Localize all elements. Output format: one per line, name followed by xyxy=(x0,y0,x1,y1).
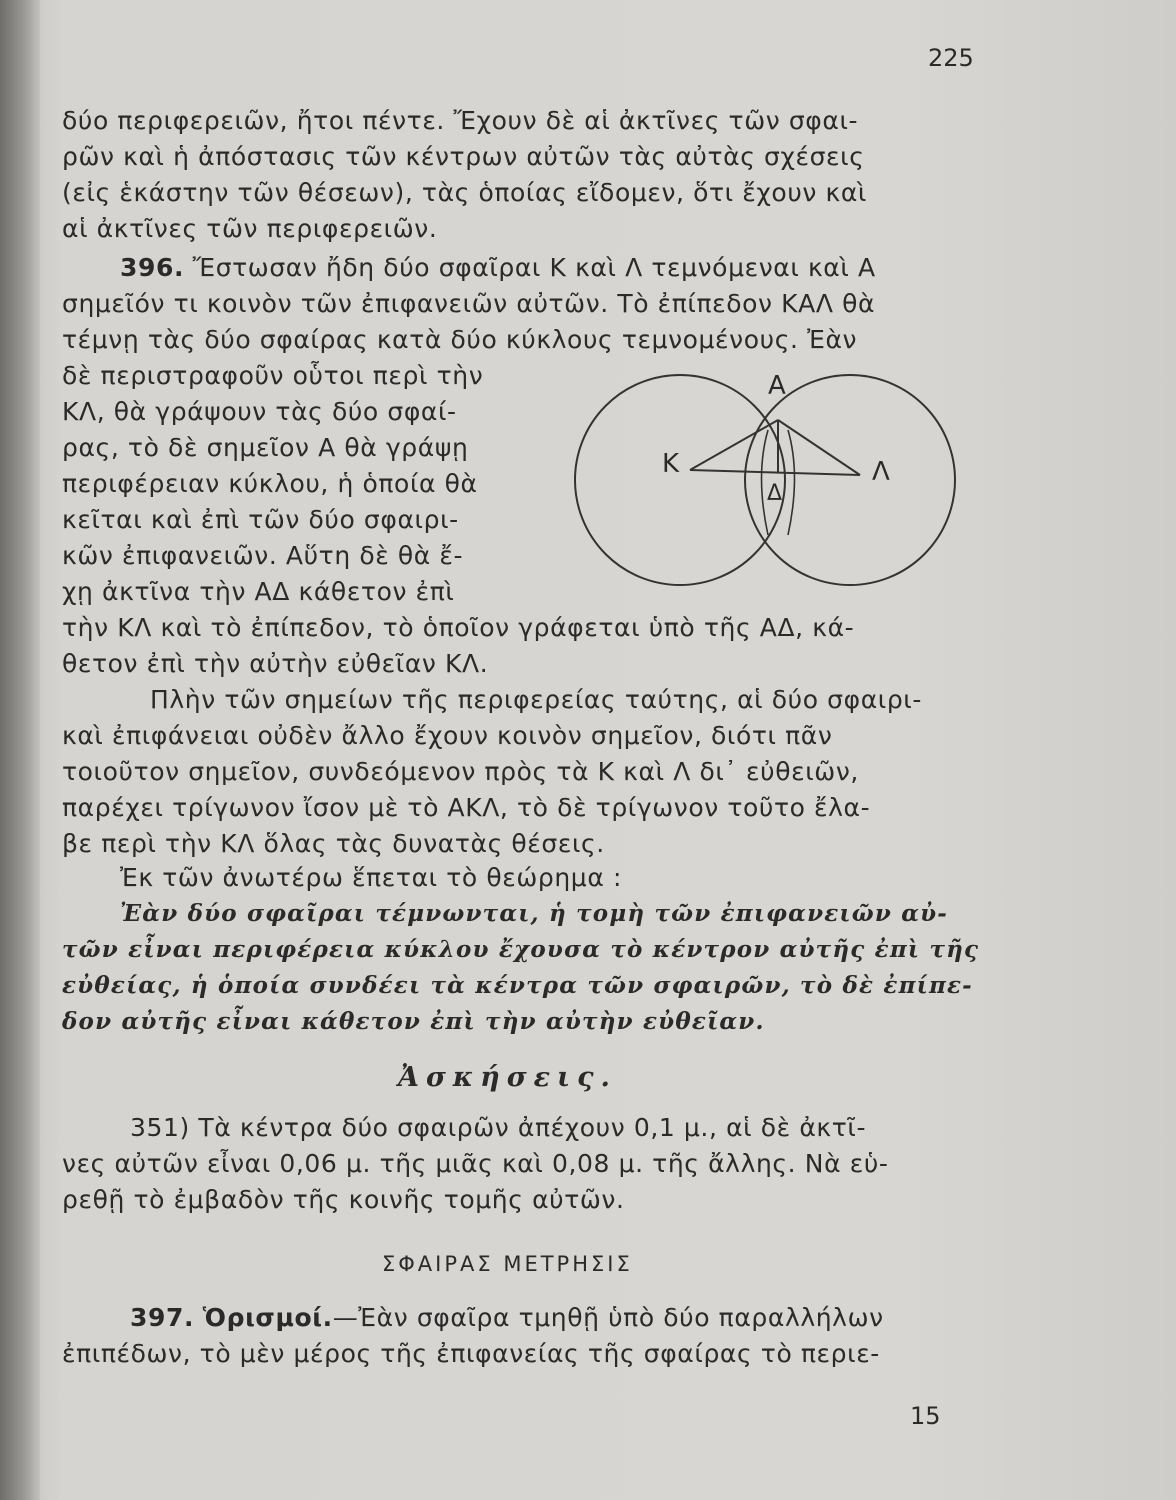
text-line: τοιοῦτον σημεῖον, συνδεόμενον πρὸς τὰ Κ καὶ Λ δι᾽ εὐθειῶν, xyxy=(62,757,859,786)
circle-k xyxy=(575,375,785,585)
label-d: Δ xyxy=(767,481,783,506)
text-line: κεῖται καὶ ἐπὶ τῶν δύο σφαιρι- xyxy=(62,505,459,534)
text-line: παρέχει τρίγωνον ἴσον μὲ τὸ ΑΚΛ, τὸ δὲ τρίγωνον τοῦτο ἔλα- xyxy=(62,793,871,822)
segment-kl xyxy=(690,470,860,475)
segment-al xyxy=(778,420,860,475)
section-text: —Ἐὰν σφαῖρα τμηθῇ ὑπὸ δύο παραλλήλων xyxy=(332,1303,884,1332)
text-line: ρῶν καὶ ἡ ἀπόστασις τῶν κέντρων αὐτῶν τὰς αὐτὰς σχέσεις xyxy=(62,142,865,171)
text-line: χῃ ἀκτῖνα τὴν ΑΔ κάθετον ἐπὶ xyxy=(62,577,455,606)
label-k: Κ xyxy=(662,449,680,479)
section-text: Ἔστωσαν ἤδη δύο σφαῖραι Κ καὶ Λ τεμνόμεναι καὶ Α xyxy=(192,253,876,282)
exercises-heading: Ἀσκήσεις. xyxy=(398,1062,617,1093)
text-line: σημεῖόν τι κοινὸν τῶν ἐπιφανειῶν αὐτῶν. Τὸ ἐπίπεδον ΚΑΛ θὰ xyxy=(62,289,876,318)
circle-l xyxy=(745,375,955,585)
section-397-first-line xyxy=(130,1302,884,1334)
theorem-line: τῶν εἶναι περιφέρεια κύκλου ἔχουσα τὸ κέντρον αὐτῆς ἐπὶ τῆς xyxy=(62,936,980,963)
theorem-line: εὐθείας, ἡ ὁποία συνδέει τὰ κέντρα τῶν σφαιρῶν, τὸ δὲ ἐπίπε- xyxy=(62,972,973,999)
text-line: ἐπιπέδων, τὸ μὲν μέρος τῆς ἐπιφανείας τῆς σφαίρας τὸ περιε- xyxy=(62,1339,880,1368)
text-line: (εἰς ἑκάστην τῶν θέσεων), τὰς ὁποίας εἴδομεν, ὅτι ἔχουν καὶ xyxy=(62,178,867,207)
text-line: δὲ περιστραφοῦν οὗτοι περὶ τὴν xyxy=(62,361,484,390)
text-line: θετον ἐπὶ τὴν αὐτὴν εὐθεῖαν ΚΛ. xyxy=(62,649,489,678)
section-caps-title: ΣΦΑΙΡΑΣ ΜΕΤΡΗΣΙΣ xyxy=(382,1252,633,1276)
book-spine xyxy=(0,0,40,1500)
section-number: 396. xyxy=(120,253,185,282)
section-title: Ὁρισμοί. xyxy=(202,1303,333,1332)
text-line: ρας, τὸ δὲ σημεῖον Α θὰ γράψῃ xyxy=(62,433,469,462)
exercise-line: 351) Τὰ κέντρα δύο σφαιρῶν ἀπέχουν 0,1 μ., αἱ δὲ ἀκτῖ- xyxy=(130,1113,867,1142)
page-number: 225 xyxy=(928,44,974,72)
text-line: Πλὴν τῶν σημείων τῆς περιφερείας ταύτης, αἱ δύο σφαιρι- xyxy=(150,685,922,714)
theorem-intro: Ἐκ τῶν ἀνωτέρω ἕπεται τὸ θεώρημα : xyxy=(120,863,622,892)
theorem-line: δον αὐτῆς εἶναι κάθετον ἐπὶ τὴν αὐτὴν εὐθεῖαν. xyxy=(62,1008,765,1035)
text-line: τέμνῃ τὰς δύο σφαίρας κατὰ δύο κύκλους τεμνομένους. Ἐὰν xyxy=(62,325,858,354)
text-line: τὴν ΚΛ καὶ τὸ ἐπίπεδον, τὸ ὁποῖον γράφεται ὑπὸ τῆς ΑΔ, κά- xyxy=(62,613,855,642)
text-line: βε περὶ τὴν ΚΛ ὅλας τὰς δυνατὰς θέσεις. xyxy=(62,829,605,858)
intersecting-circles-figure xyxy=(570,360,990,590)
text-line: αἱ ἀκτῖνες τῶν περιφερειῶν. xyxy=(62,214,438,243)
label-l: Λ xyxy=(872,457,890,487)
exercise-line: ρεθῇ τὸ ἐμβαδὸν τῆς κοινῆς τομῆς αὐτῶν. xyxy=(62,1185,625,1214)
exercise-line: νες αὐτῶν εἶναι 0,06 μ. τῆς μιᾶς καὶ 0,08 μ. τῆς ἄλλης. Νὰ εὑ- xyxy=(62,1149,889,1178)
signature-mark: 15 xyxy=(910,1402,941,1430)
label-a: Α xyxy=(768,371,786,401)
text-line: δύο περιφερειῶν, ἤτοι πέντε. Ἔχουν δὲ αἱ ἀκτῖνες τῶν σφαι- xyxy=(62,106,859,135)
section-number: 397. xyxy=(130,1303,195,1332)
text-line: περιφέρειαν κύκλου, ἡ ὁποία θὰ xyxy=(62,469,478,498)
section-396-first-line xyxy=(120,252,876,284)
text-line: ΚΛ, θὰ γράψουν τὰς δύο σφαί- xyxy=(62,397,457,426)
text-line: καὶ ἐπιφάνειαι οὐδὲν ἄλλο ἔχουν κοινὸν σημεῖον, διότι πᾶν xyxy=(62,721,833,750)
text-line: κῶν ἐπιφανειῶν. Αὕτη δὲ θὰ ἔ- xyxy=(62,541,464,570)
theorem-line: Ἐὰν δύο σφαῖραι τέμνωνται, ἡ τομὴ τῶν ἐπιφανειῶν αὐ- xyxy=(120,900,949,927)
